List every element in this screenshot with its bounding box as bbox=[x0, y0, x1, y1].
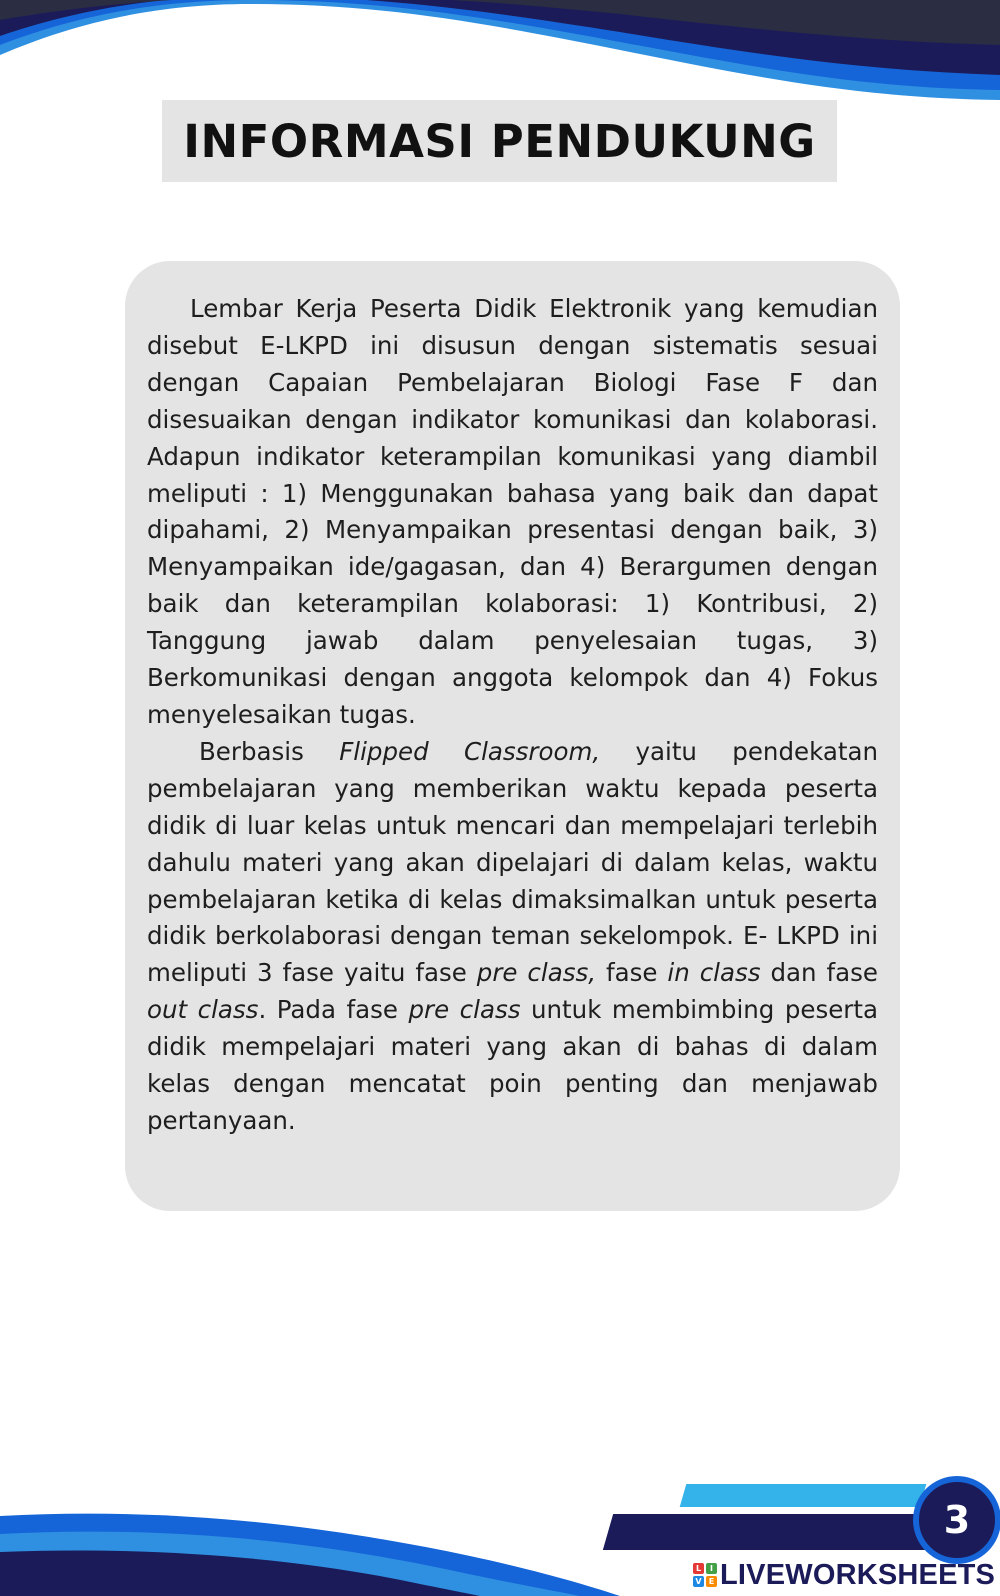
watermark-text: LIVEWORKSHEETS bbox=[720, 1558, 996, 1591]
page-number-badge bbox=[913, 1476, 1000, 1564]
content-card bbox=[125, 261, 900, 1211]
liveworksheets-logo-icon: L I V E bbox=[693, 1563, 717, 1587]
page-number: 3 bbox=[943, 1498, 971, 1542]
page-accent-bar-light bbox=[680, 1484, 927, 1507]
liveworksheets-watermark bbox=[693, 1560, 995, 1590]
page-accent-bar-dark bbox=[603, 1514, 943, 1550]
paragraph-flipped-classroom: Berbasis Flipped Classroom, yaitu pendekatan pembelajaran yang memberikan waktu kepada peserta didik di luar kelas untuk mencari dan mempelajari terlebih dahulu materi yang akan dipelajari di dalam kelas, waktu pembelajaran ketika di kelas dimaksimalkan untuk peserta didik berkolaborasi dengan teman sekelompok. E- LKPD ini meliputi 3 fase yaitu fase pre class, fase in class dan fase out class. Pada fase pre class untuk membimbing peserta didik mempelajari materi yang akan di bahas di dalam kelas dengan mencatat poin penting dan menjawab pertanyaan. bbox=[147, 736, 878, 1135]
title-banner bbox=[162, 100, 837, 182]
paragraph-intro: Lembar Kerja Peserta Didik Elektronik yang kemudian disebut E-LKPD ini disusun dengan sistematis sesuai dengan Capaian Pembelajaran Biologi Fase F dan disesuaikan dengan indikator komunikasi dan kolaborasi. Adapun indikator keterampilan komunikasi yang diambil meliputi : 1) Menggunakan bahasa yang baik dan dapat dipahami, 2) Menyampaikan presentasi dengan baik, 3) Menyampaikan ide/gagasan, dan 4) Berargumen dengan baik dan keterampilan kolaborasi: 1) Kontribusi, 2) Tanggung jawab dalam penyelesaian tugas, 3) Berkomunikasi dengan anggota kelompok dan 4) Fokus menyelesaikan tugas. bbox=[147, 294, 878, 729]
top-wave-decoration bbox=[0, 0, 1000, 100]
page-title: INFORMASI PENDUKUNG bbox=[183, 114, 816, 168]
